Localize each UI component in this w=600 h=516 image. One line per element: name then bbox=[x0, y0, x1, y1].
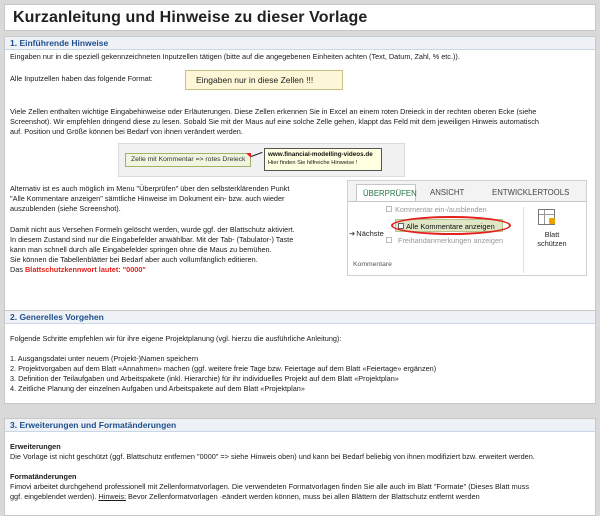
ribbon-item-ink-annotations: Freihandanmerkungen anzeigen bbox=[398, 236, 504, 245]
comment-cell bbox=[125, 153, 251, 167]
tab-label: ENTWICKLERTOOLS bbox=[492, 188, 570, 197]
password-line bbox=[10, 265, 146, 274]
tab-ansicht bbox=[426, 184, 476, 201]
comment-screenshot bbox=[118, 143, 405, 177]
ribbon-separator bbox=[523, 207, 524, 273]
text-line: Die Vorlage ist nicht geschützt (ggf. Blattschutz entfernen "0000" => siehe Hinweis oben) und kann bei Bedarf beliebig von ihnen modifiziert bzw. erweitert werden. bbox=[10, 452, 535, 461]
page-title: Kurzanleitung und Hinweise zu dieser Vorlage bbox=[13, 9, 368, 26]
text-line: auszublenden (siehe Screenshot). bbox=[10, 204, 121, 213]
text-line: "Alle Kommentare anzeigen" sämtliche Hinweise im Dokument ein- bzw. auch wieder bbox=[10, 194, 285, 203]
text-fragment: ggf. eingeblendet werden). bbox=[10, 492, 99, 501]
subheading: Erweiterungen bbox=[10, 442, 61, 451]
section-heading: 2. Generelles Vorgehen bbox=[10, 312, 104, 322]
section-header bbox=[5, 37, 595, 50]
password-prefix: Das bbox=[10, 265, 26, 274]
text-line: Eingaben nur in die speziell gekennzeichneten Inputzellen tätigen (bitte auf die angegebenen Einheiten achten (Text, Datum, Zahl, % etc.)). bbox=[10, 52, 460, 61]
note-label: Hinweis: bbox=[98, 492, 127, 501]
tab-label: ÜBERPRÜFEN bbox=[363, 189, 417, 198]
next-comment-label: Nächste bbox=[356, 229, 384, 238]
section-procedure bbox=[4, 310, 596, 404]
list-item: 4. Zeitliche Planung der einzelnen Aufgaben und Arbeitspakete auf dem Blatt «Projektplan» bbox=[10, 384, 305, 393]
input-cell-label: Eingaben nur in diese Zellen !!! bbox=[196, 75, 314, 85]
ribbon-group-label: Kommentare bbox=[353, 261, 392, 268]
comment-toggle-icon bbox=[386, 206, 392, 212]
list-item: 1. Ausgangsdatei unter neuem (Projekt-)Namen speichern bbox=[10, 354, 199, 363]
text-line: Alle Inputzellen haben das folgende Format: bbox=[10, 74, 153, 83]
lock-icon bbox=[549, 218, 555, 224]
input-cell-example bbox=[185, 70, 343, 90]
highlight-ring bbox=[391, 216, 511, 235]
text-line: Damit nicht aus Versehen Formeln gelöscht werden, wurde ggf. der Blattschutz aktiviert. bbox=[10, 225, 295, 234]
section-extensions bbox=[4, 418, 596, 516]
text-line: Folgende Schritte empfehlen wir für ihre eigene Projektplanung (vgl. hierzu die ausführliche Anleitung): bbox=[10, 334, 342, 343]
next-comment-button bbox=[349, 229, 384, 238]
ribbon-item-label: Alle Kommentare anzeigen bbox=[406, 222, 495, 231]
list-item: 3. Definition der Teilaufgaben und Arbeitspakete (inkl. Hierarchie) für ihr individuelles Projekt auf dem Blatt «Projektplan» bbox=[10, 374, 399, 383]
ribbon-body bbox=[348, 201, 586, 276]
text-line: kann man schnell durch alle Eingabefelder springen ohne die Maus zu bemühen. bbox=[10, 245, 272, 254]
comment-cell-label: Zelle mit Kommentar => rotes Dreieck bbox=[131, 156, 246, 163]
ribbon-item-toggle-comment: Kommentar ein-/ausblenden bbox=[395, 205, 487, 214]
comment-box-title: www.financial-modelling-videos.de bbox=[268, 151, 373, 158]
text-line bbox=[10, 492, 480, 501]
title-bar bbox=[4, 4, 596, 31]
text-line: Screenshot). Wir empfehlen dringend diese zu lesen. Sobald Sie mit der Maus auf eine solche Zelle gehen, klappt das Feld mit dem jeweiligen Hinweis automatisch bbox=[10, 117, 539, 126]
ink-icon bbox=[386, 237, 392, 243]
text-line: In diesem Zustand sind nur die Eingabefelder anwählbar. Mit der Tab- (Tabulator-) Taste bbox=[10, 235, 294, 244]
text-fragment: Bevor Zellenformatvorlagen ·eändert werden können, muss bei allen Blättern der Blattschutz entfernt werden bbox=[126, 492, 480, 501]
text-line: Fimovi arbeitet durchgehend professionell mit Zellenformatvorlagen. Die verwendeten Formatvorlagen finden Sie alle auch im Blatt "Formate" (Dieses Blatt muss bbox=[10, 482, 530, 491]
comment-box-text: Hier finden Sie hilfreiche Hinweise ! bbox=[268, 160, 358, 166]
protect-sheet-label: schützen bbox=[537, 239, 567, 248]
text-line: Sie können die Tabellenblätter bei Bedarf aber auch vollumfänglich editieren. bbox=[10, 255, 258, 264]
text-line: Viele Zellen enthalten wichtige Eingabehinweise oder Erläuterungen. Diese Zellen erkennen Sie in Excel an einem roten Dreieck in der rechten oberen Ecke (siehe bbox=[10, 107, 537, 116]
list-item: 2. Projektvorgaben auf dem Blatt «Annahmen» machen (ggf. weitere freie Tage bzw. Feiertage auf dem Blatt «Feiertage» ergänzen) bbox=[10, 364, 437, 373]
text-line: auf. Position und Größe können bei Bedarf von ihnen verändert werden. bbox=[10, 127, 243, 136]
tab-entwicklertools bbox=[488, 184, 584, 201]
section-header bbox=[5, 311, 595, 324]
section-heading: 3. Erweiterungen und Formatänderungen bbox=[10, 420, 177, 430]
comment-connector bbox=[251, 152, 263, 157]
tab-label: ANSICHT bbox=[430, 188, 465, 197]
protect-sheet-button bbox=[537, 230, 567, 248]
section-intro bbox=[4, 36, 596, 318]
subheading: Formatänderungen bbox=[10, 472, 77, 481]
section-heading: 1. Einführende Hinweise bbox=[10, 38, 109, 48]
text-line: Alternativ ist es auch möglich im Menu "Überprüfen" über den selbsterklärenden Punkt bbox=[10, 184, 290, 193]
arrow-right-icon: ➜ bbox=[349, 229, 356, 238]
section-header bbox=[5, 419, 595, 432]
tab-ueberpruefen bbox=[356, 184, 416, 201]
ribbon-screenshot bbox=[347, 180, 587, 276]
password-value: Blattschutzkennwort lautet: "0000" bbox=[25, 265, 146, 274]
comment-box bbox=[264, 148, 382, 171]
protect-sheet-label: Blatt bbox=[544, 230, 560, 239]
